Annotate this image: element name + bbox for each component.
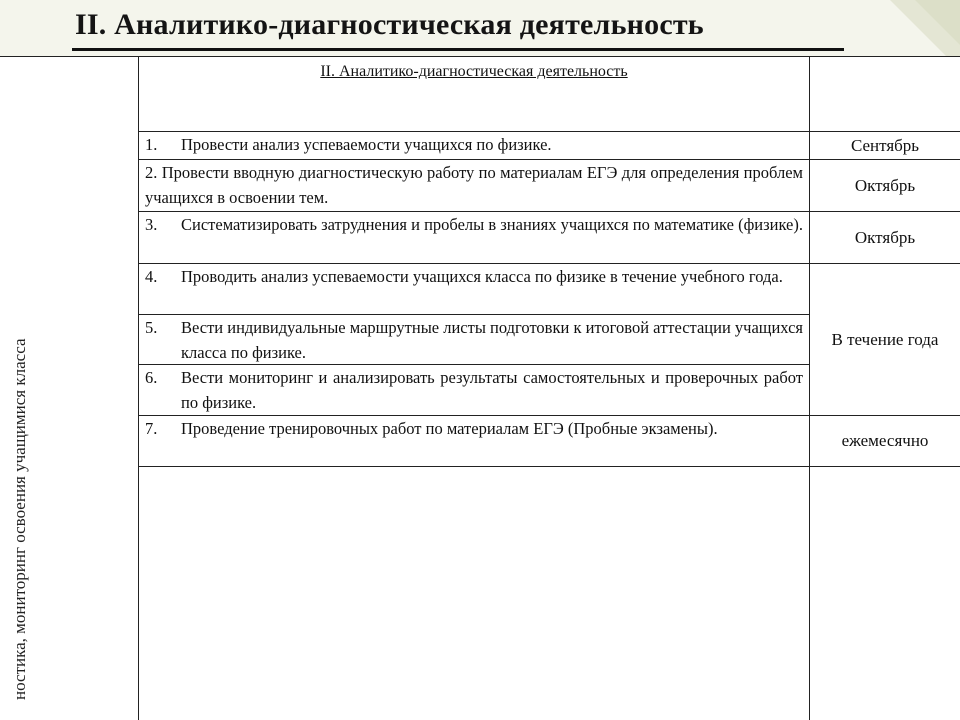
row-text: Систематизировать затруднения и пробелы в знаниях учащихся по математике (физике). [181, 215, 803, 234]
table-header-text: II. Аналитико-диагностическая деятельность [320, 63, 628, 80]
row-text: 2. Провести вводную диагностическую работу по материалам ЕГЭ для определения проблем учащихся в освоении тем. [145, 163, 803, 207]
row-number: 3. [145, 215, 158, 234]
row-number: 4. [145, 267, 158, 286]
table-row [139, 365, 809, 416]
table-row [139, 212, 809, 264]
dates-column-header [810, 57, 960, 132]
title-underline [72, 48, 844, 51]
left-column [0, 56, 139, 720]
date-cell: В течение года [810, 264, 960, 416]
vertical-section-label [8, 120, 32, 720]
row-text: Провести анализ успеваемости учащихся по физике. [181, 135, 552, 154]
activities-table [139, 56, 810, 720]
slide-title: II. Аналитико-диагностическая деятельность [75, 8, 704, 41]
date-cell: Сентябрь [810, 132, 960, 160]
row-text: Вести мониторинг и анализировать результаты самостоятельных и проверочных работ по физике. [181, 368, 803, 412]
dates-column [810, 56, 960, 720]
date-cell: ежемесячно [810, 416, 960, 467]
row-text: Проведение тренировочных работ по материалам ЕГЭ (Пробные экзамены). [181, 419, 718, 438]
left-column-top-border [0, 56, 139, 57]
table-row [139, 132, 809, 160]
table-row [139, 315, 809, 365]
row-number: 1. [145, 135, 158, 154]
table-row [139, 416, 809, 467]
table-row [139, 264, 809, 315]
vertical-section-label-text: ностика, мониторинг освоения учащимися класса [10, 338, 29, 700]
date-cell: Октябрь [810, 212, 960, 264]
document-page [0, 56, 960, 720]
table-header [139, 57, 809, 132]
row-text: Вести индивидуальные маршрутные листы подготовки к итоговой аттестации учащихся класса по физике. [181, 318, 803, 362]
table-row [139, 160, 809, 212]
row-number: 7. [145, 419, 158, 438]
row-number: 6. [145, 368, 158, 387]
date-cell: Октябрь [810, 160, 960, 212]
row-text: Проводить анализ успеваемости учащихся класса по физике в течение учебного года. [181, 267, 783, 286]
row-number: 5. [145, 318, 158, 337]
